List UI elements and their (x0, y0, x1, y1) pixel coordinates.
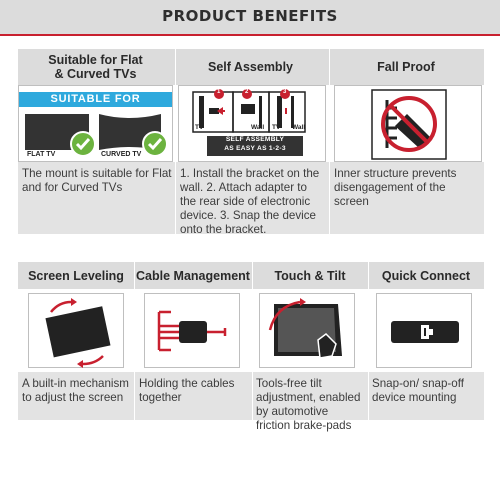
label-cable-management: Cable Management (136, 268, 250, 283)
screen-leveling-image (28, 293, 124, 368)
header-accent-line (0, 34, 500, 36)
touch-tilt-image (259, 293, 355, 368)
flat-curved-image (18, 85, 173, 162)
cable-management-image (144, 293, 240, 368)
fall-proof-illustration (335, 86, 483, 163)
row1-divider-2 (329, 49, 330, 234)
row2-divider-3 (368, 262, 369, 420)
label-self-assembly: Self Assembly (208, 60, 293, 74)
fall-proof-image (334, 85, 482, 162)
touch-tilt-illustration (260, 294, 356, 369)
label-screen-leveling: Screen Leveling (28, 268, 124, 283)
self-assembly-image (178, 85, 326, 162)
row1-description-bar (18, 162, 484, 234)
suitable-for-banner: SUITABLE FOR (19, 92, 172, 107)
assembly-bar-line1: SELF ASSEMBLY (225, 136, 285, 143)
caption-tv-2: TV (272, 124, 281, 131)
screen-leveling-illustration (29, 294, 125, 369)
caption-tv-1: TV (195, 124, 204, 131)
desc-fall-proof: Inner structure prevents disengagement of the screen (334, 167, 457, 208)
label-touch-tilt: Touch & Tilt (274, 268, 346, 283)
row1-label-bar (18, 49, 484, 85)
desc-screen-leveling: A built-in mechanism to adjust the screen (22, 377, 129, 404)
label-fall-proof: Fall Proof (377, 60, 435, 74)
cable-management-illustration (145, 294, 241, 369)
step-number-3: 3 (283, 89, 287, 95)
row2-divider-1 (134, 262, 135, 420)
label-quick-connect: Quick Connect (381, 268, 471, 283)
page-header (0, 0, 500, 34)
desc-quick-connect: Snap-on/ snap-off device mounting (372, 377, 464, 404)
quick-connect-illustration (377, 294, 473, 369)
step-number-2: 2 (245, 89, 249, 95)
desc-cable-management: Holding the cables together (139, 377, 235, 404)
row2-description-bar (18, 372, 484, 432)
page-title: PRODUCT BENEFITS (162, 7, 338, 25)
quick-connect-image (376, 293, 472, 368)
caption-wall-2: Wall (292, 124, 306, 131)
flat-tv-label: FLAT TV (27, 151, 56, 158)
label-flat-curved: Suitable for Flat & Curved TVs (48, 53, 143, 81)
caption-wall-1: Wall (251, 124, 265, 131)
desc-flat-curved: The mount is suitable for Flat and for Curved TVs (22, 167, 172, 194)
row2-divider-2 (252, 262, 253, 420)
curved-tv-label: CURVED TV (101, 151, 142, 158)
desc-touch-tilt: Tools-free tilt adjustment, enabled by automotive friction brake-pads (256, 377, 361, 432)
row1-divider-1 (175, 49, 176, 234)
desc-self-assembly: 1. Install the bracket on the wall. 2. Attach adapter to the rear side of electronic device. 3. Snap the device onto the bracket. (180, 167, 320, 236)
self-assembly-bar (207, 136, 303, 156)
row2-label-bar (18, 262, 484, 289)
assembly-bar-line2: AS EASY AS 1-2-3 (224, 144, 286, 152)
step-number-1: 1 (217, 89, 221, 95)
